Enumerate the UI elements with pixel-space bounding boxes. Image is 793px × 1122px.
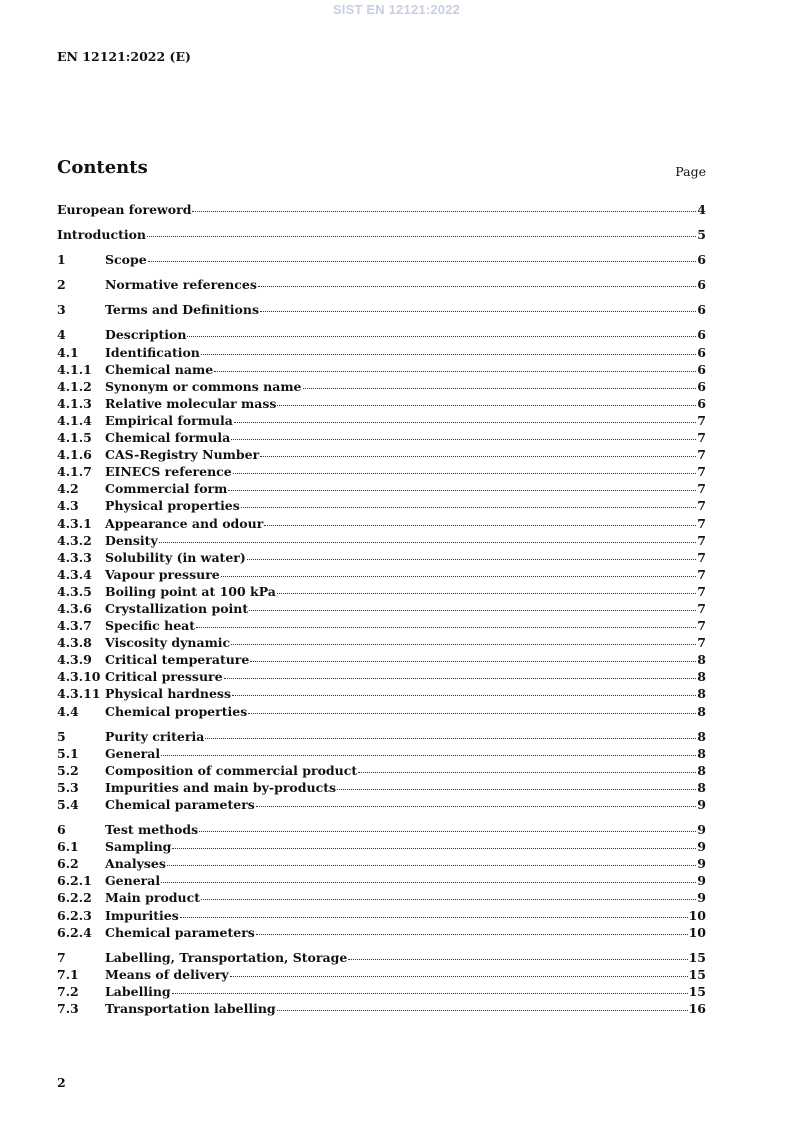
toc-entry [57, 966, 706, 983]
toc-entry-title: Identification [105, 344, 200, 360]
toc-entry-number: 6.2.3 [57, 907, 92, 923]
toc-entry-title: General [105, 745, 161, 761]
toc-entry-title: Labelling [105, 983, 171, 999]
toc-entry-title: European foreword [57, 202, 192, 217]
toc-entry-title: Empirical formula [105, 412, 233, 428]
watermark: SIST EN 12121:2022 [332, 2, 461, 17]
toc-entry-number: 6 [57, 822, 66, 838]
toc-entry-number: 4.3.5 [57, 583, 92, 599]
toc-entry [57, 745, 706, 762]
toc-entry-page: 8 [697, 703, 706, 719]
toc-entry-number: 6.2 [57, 856, 79, 872]
toc-entry-page: 6 [697, 252, 706, 268]
toc-entry [57, 779, 706, 796]
page-column-label: Page [675, 164, 706, 179]
toc-entry-page: 6 [697, 395, 706, 411]
toc-entry-page: 8 [697, 762, 706, 778]
toc-entry [57, 515, 706, 532]
toc-entry-title: Sampling [105, 839, 172, 855]
toc-entry-title: Main product [105, 890, 201, 906]
toc-entry-title: Purity criteria [105, 728, 205, 744]
toc-leader-dots [348, 958, 687, 960]
toc-entry-title: EINECS reference [105, 464, 232, 480]
toc-entry [57, 1000, 706, 1017]
toc-entry-number: 7.2 [57, 983, 79, 999]
toc-leader-dots [201, 353, 696, 355]
toc-leader-dots [230, 975, 688, 977]
toc-entry-title: Density [105, 532, 158, 548]
toc-entry-title: Critical pressure [105, 669, 223, 685]
toc-entry-number: 6.2.2 [57, 890, 92, 906]
toc-entry-page: 9 [697, 822, 706, 838]
toc-leader-dots [256, 805, 696, 807]
toc-entry-number: 7 [57, 949, 66, 965]
toc-leader-dots [233, 472, 697, 474]
toc-leader-dots [258, 285, 696, 287]
toc-entry-title: General [105, 873, 161, 889]
toc-entry-page: 7 [697, 412, 706, 428]
toc-entry [57, 276, 706, 293]
toc-leader-dots [180, 916, 688, 918]
contents-title: Contents [57, 157, 148, 178]
toc-entry [57, 326, 706, 343]
toc-entry [57, 395, 706, 412]
toc-entry-title: Chemical properties [105, 703, 248, 719]
toc-leader-dots [249, 609, 696, 611]
toc-entry-page: 7 [697, 430, 706, 446]
toc-entry-title: Synonym or commons name [105, 378, 302, 394]
toc-entry-title: Appearance and odour [105, 515, 264, 531]
toc-entry-title: Specific heat [105, 618, 196, 634]
toc-entry-title: Impurities and main by-products [105, 779, 336, 795]
toc-entry-page: 6 [697, 361, 706, 377]
toc-entry-number: 4.1.6 [57, 447, 92, 463]
toc-entry [57, 549, 706, 566]
toc-entry-page: 8 [697, 652, 706, 668]
toc-entry-number: 2 [57, 277, 66, 293]
toc-entry-page: 10 [688, 924, 706, 940]
toc-entry-title: Test methods [105, 822, 199, 838]
toc-entry-number: 4.1.2 [57, 378, 92, 394]
toc-entry-page: 6 [697, 302, 706, 318]
toc-entry-page: 8 [697, 669, 706, 685]
toc-entry-number: 4 [57, 327, 66, 343]
toc-leader-dots [264, 524, 696, 526]
toc-entry [57, 600, 706, 617]
toc-entry-number: 4.3.8 [57, 635, 92, 651]
toc-entry-page: 5 [697, 227, 706, 243]
toc-entry-page: 6 [697, 344, 706, 360]
toc-leader-dots [337, 788, 696, 790]
toc-entry [57, 907, 706, 924]
toc-entry [57, 728, 706, 745]
toc-entry [57, 301, 706, 318]
toc-entry-page: 8 [697, 686, 706, 702]
toc-entry-title: Normative references [105, 277, 257, 293]
toc-entry-page: 15 [688, 966, 706, 982]
toc-entry-page: 10 [688, 907, 706, 923]
toc-entry-number: 6.2.4 [57, 924, 92, 940]
toc-leader-dots [221, 575, 697, 577]
toc-entry-number: 4.1.1 [57, 361, 92, 377]
toc-entry-number: 7.3 [57, 1001, 79, 1017]
toc-leader-dots [358, 771, 696, 773]
toc-entry-title: CAS-Registry Number [105, 447, 260, 463]
toc-entry [57, 634, 706, 651]
toc-leader-dots [196, 626, 696, 628]
toc-entry-page: 6 [697, 277, 706, 293]
toc-entry [57, 924, 706, 941]
toc-entry [57, 566, 706, 583]
toc-entry-title: Chemical name [105, 361, 214, 377]
toc-leader-dots [147, 235, 696, 237]
toc-entry-title: Description [105, 327, 187, 343]
toc-entry-page: 7 [697, 566, 706, 582]
toc-entry-title: Physical hardness [105, 686, 231, 702]
toc-entry-number: 4.1.4 [57, 412, 92, 428]
toc-leader-dots [260, 455, 696, 457]
toc-leader-dots [172, 847, 696, 849]
toc-leader-dots [232, 694, 696, 696]
toc-entry [57, 497, 706, 514]
toc-entry-title: Critical temperature [105, 652, 250, 668]
toc-entry-title: Vapour pressure [105, 566, 220, 582]
toc-entry [57, 617, 706, 634]
toc-entry [57, 361, 706, 378]
toc-entry [57, 762, 706, 779]
table-of-contents [57, 201, 706, 1017]
toc-entry-title: Scope [105, 252, 147, 268]
toc-entry [57, 651, 706, 668]
toc-entry [57, 463, 706, 480]
toc-entry-number: 4.3.4 [57, 566, 92, 582]
toc-entry [57, 201, 706, 218]
toc-leader-dots [231, 643, 696, 645]
toc-entry [57, 855, 706, 872]
toc-entry [57, 532, 706, 549]
toc-entry-number: 4.1 [57, 344, 79, 360]
toc-entry-page: 8 [697, 745, 706, 761]
toc-entry-number: 4.2 [57, 481, 79, 497]
toc-leader-dots [167, 864, 696, 866]
toc-entry-title: Commercial form [105, 481, 228, 497]
toc-leader-dots [159, 541, 697, 543]
toc-entry-title: Terms and Definitions [105, 302, 260, 318]
toc-entry [57, 796, 706, 813]
toc-entry-number: 4.4 [57, 703, 79, 719]
toc-entry-title: Labelling, Transportation, Storage [105, 949, 348, 965]
toc-entry-page: 7 [697, 635, 706, 651]
toc-entry-page: 9 [697, 890, 706, 906]
toc-entry-title: Transportation labelling [105, 1001, 276, 1017]
toc-entry-page: 6 [697, 327, 706, 343]
toc-entry-number: 4.3.7 [57, 618, 92, 634]
toc-entry-page: 4 [697, 202, 706, 217]
toc-entry [57, 344, 706, 361]
toc-entry-number: 4.3.11 [57, 686, 101, 702]
toc-entry-title: Physical properties [105, 498, 240, 514]
toc-entry-number: 4.1.5 [57, 430, 92, 446]
toc-entry-title: Viscosity dynamic [105, 635, 231, 651]
toc-entry [57, 251, 706, 268]
toc-entry-number: 4.3 [57, 498, 79, 514]
toc-entry-page: 7 [697, 515, 706, 531]
toc-entry-number: 1 [57, 252, 66, 268]
toc-entry [57, 446, 706, 463]
toc-entry [57, 703, 706, 720]
toc-entry [57, 872, 706, 889]
toc-leader-dots [199, 830, 696, 832]
toc-entry-number: 4.3.6 [57, 600, 92, 616]
toc-entry-title: Chemical parameters [105, 924, 255, 940]
toc-entry-page: 7 [697, 481, 706, 497]
toc-entry-page: 9 [697, 839, 706, 855]
toc-entry [57, 838, 706, 855]
toc-leader-dots [148, 260, 697, 262]
toc-entry-page: 9 [697, 873, 706, 889]
toc-entry-number: 7.1 [57, 966, 79, 982]
toc-entry [57, 583, 706, 600]
toc-entry-number: 5.4 [57, 797, 79, 812]
toc-leader-dots [172, 992, 688, 994]
toc-leader-dots [248, 712, 696, 714]
toc-entry-page: 6 [697, 378, 706, 394]
toc-entry-title: Introduction [57, 227, 147, 243]
toc-entry [57, 668, 706, 685]
toc-leader-dots [250, 660, 696, 662]
toc-leader-dots [234, 421, 696, 423]
toc-entry [57, 889, 706, 906]
toc-entry [57, 821, 706, 838]
toc-leader-dots [205, 737, 696, 739]
toc-entry-number: 6.2.1 [57, 873, 92, 889]
toc-leader-dots [224, 677, 697, 679]
toc-entry-number: 5.1 [57, 745, 79, 761]
toc-leader-dots [231, 438, 696, 440]
toc-entry-page: 7 [697, 549, 706, 565]
toc-entry-number: 5.2 [57, 762, 79, 778]
toc-entry-title: Chemical formula [105, 430, 231, 446]
toc-entry-title: Relative molecular mass [105, 395, 277, 411]
toc-entry-number: 5 [57, 728, 66, 744]
toc-entry-number: 4.3.3 [57, 549, 92, 565]
toc-entry-number: 3 [57, 302, 66, 318]
toc-leader-dots [192, 210, 696, 212]
toc-leader-dots [256, 933, 688, 935]
toc-leader-dots [277, 592, 696, 594]
toc-leader-dots [228, 489, 696, 491]
toc-entry-page: 9 [697, 856, 706, 872]
toc-entry-page: 7 [697, 618, 706, 634]
toc-entry-number: 4.3.2 [57, 532, 92, 548]
toc-entry [57, 983, 706, 1000]
toc-entry [57, 685, 706, 702]
toc-leader-dots [201, 898, 696, 900]
toc-entry-page: 16 [688, 1001, 706, 1017]
toc-entry-number: 6.1 [57, 839, 79, 855]
toc-entry-page: 7 [697, 447, 706, 463]
toc-entry-page: 7 [697, 464, 706, 480]
toc-entry-number: 4.1.3 [57, 395, 92, 411]
toc-leader-dots [277, 1009, 688, 1011]
toc-entry-number: 4.3.1 [57, 515, 92, 531]
toc-leader-dots [214, 370, 696, 372]
toc-entry-page: 8 [697, 728, 706, 744]
toc-entry [57, 949, 706, 966]
toc-entry-page: 7 [697, 498, 706, 514]
toc-entry-number: 4.3.10 [57, 669, 101, 685]
toc-leader-dots [241, 506, 696, 508]
toc-entry-title: Impurities [105, 907, 179, 923]
toc-entry [57, 378, 706, 395]
toc-entry-title: Solubility (in water) [105, 549, 246, 565]
toc-leader-dots [277, 404, 696, 406]
toc-leader-dots [260, 310, 696, 312]
toc-leader-dots [161, 754, 696, 756]
toc-entry-title: Chemical parameters [105, 797, 255, 812]
toc-entry [57, 226, 706, 243]
toc-leader-dots [187, 335, 696, 337]
page-number: 2 [57, 1075, 66, 1090]
toc-entry-page: 15 [688, 983, 706, 999]
toc-leader-dots [161, 881, 696, 883]
toc-leader-dots [247, 558, 697, 560]
toc-entry-page: 7 [697, 600, 706, 616]
toc-entry-title: Composition of commercial product [105, 762, 358, 778]
toc-entry-page: 7 [697, 583, 706, 599]
toc-entry-title: Boiling point at 100 kPa [105, 583, 276, 599]
toc-entry-page: 8 [697, 779, 706, 795]
toc-entry [57, 412, 706, 429]
toc-entry-title: Analyses [105, 856, 166, 872]
toc-entry-page: 9 [697, 797, 706, 812]
document-id: EN 12121:2022 (E) [57, 49, 191, 64]
toc-entry-page: 7 [697, 532, 706, 548]
toc-entry-title: Crystallization point [105, 600, 249, 616]
toc-leader-dots [303, 387, 697, 389]
toc-entry [57, 429, 706, 446]
toc-entry-number: 5.3 [57, 779, 79, 795]
toc-entry-page: 15 [688, 949, 706, 965]
toc-entry-number: 4.3.9 [57, 652, 92, 668]
toc-entry-title: Means of delivery [105, 966, 229, 982]
toc-entry [57, 480, 706, 497]
toc-entry-number: 4.1.7 [57, 464, 92, 480]
